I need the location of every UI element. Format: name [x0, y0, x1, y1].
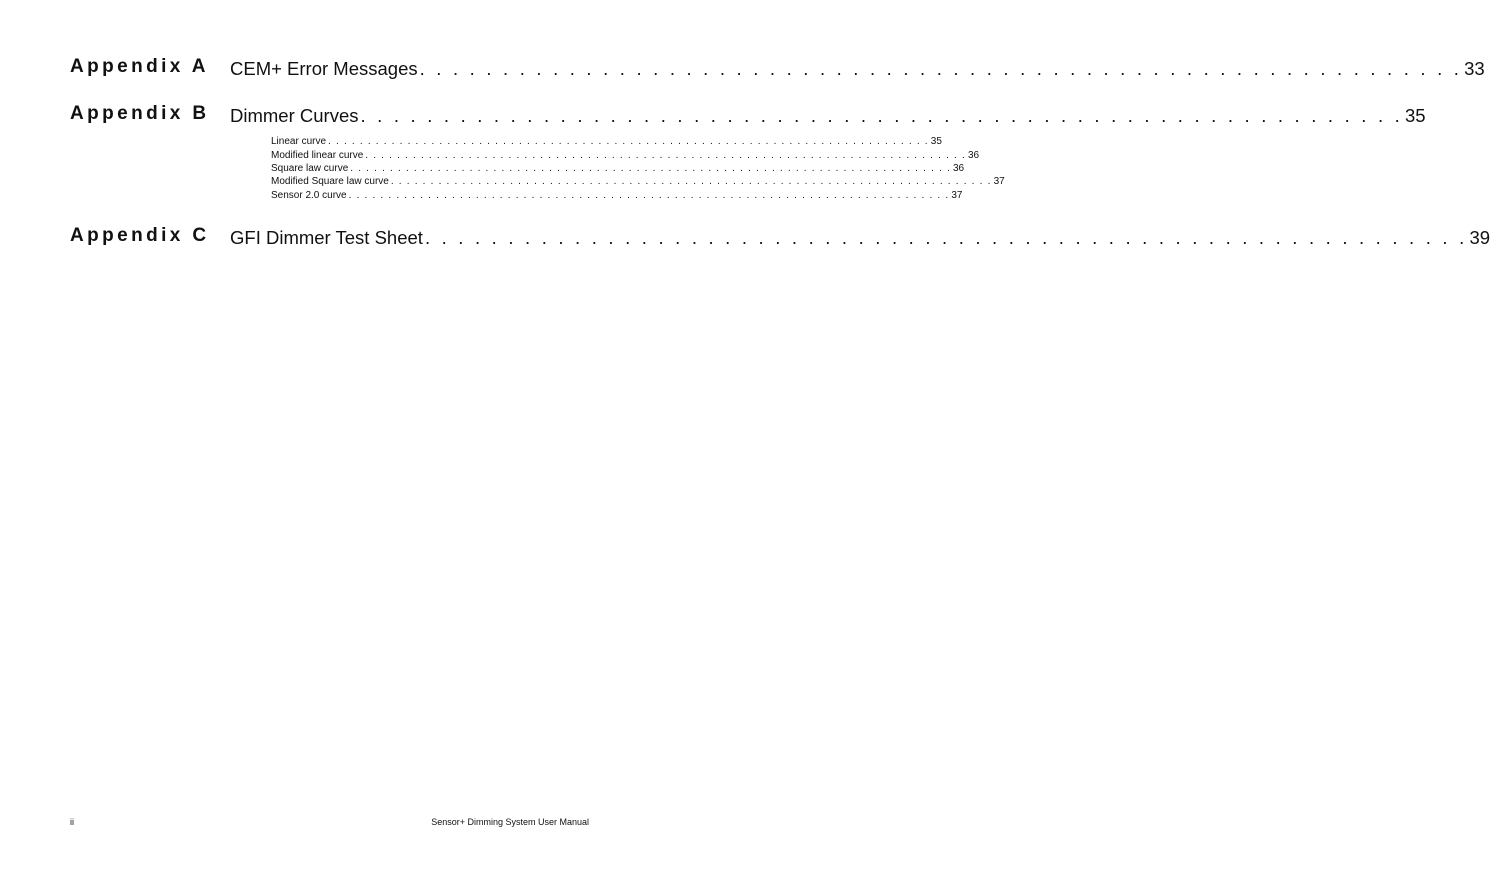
- toc-subentry-title: Modified Square law curve: [271, 176, 389, 187]
- toc-subentry-linear-curve[interactable]: [271, 136, 942, 147]
- toc-subentry-page: 35: [930, 136, 942, 147]
- toc-entry-page: 39: [1469, 227, 1490, 248]
- toc-entry-page: 33: [1464, 58, 1485, 79]
- toc-subentry-page: 37: [993, 176, 1005, 187]
- dot-leader: . . . . . . . . . . . . . . . . . . . . . . . . . . . . . . . . . . . . . . . . . . . . . . . . . . . . . . . . . . . . . . .: [424, 227, 1468, 248]
- toc-entry-title: Dimmer Curves: [230, 105, 359, 126]
- toc-entry-appendix-b[interactable]: [230, 105, 1426, 127]
- dot-leader: . . . . . . . . . . . . . . . . . . . . . . . . . . . . . . . . . . . . . . . . . . . . . . . . . . . . . . . . . . . . . . . . . . . . . . . . . . . .: [328, 136, 929, 147]
- footer-page-number: ii: [70, 817, 74, 827]
- toc-subentry-modified-square-law-curve[interactable]: [271, 176, 1005, 187]
- footer-manual-title: Sensor+ Dimming System User Manual: [431, 817, 589, 827]
- toc-subentry-modified-linear-curve[interactable]: [271, 150, 980, 161]
- toc-entry-appendix-c[interactable]: [230, 227, 1490, 249]
- toc-subentry-title: Modified linear curve: [271, 150, 364, 161]
- toc-entry-page: 35: [1404, 105, 1426, 126]
- toc-entry-title: GFI Dimmer Test Sheet: [230, 227, 423, 248]
- toc-subentry-title: Square law curve: [271, 163, 349, 174]
- dot-leader: . . . . . . . . . . . . . . . . . . . . . . . . . . . . . . . . . . . . . . . . . . . . . . . . . . . . . . . . . . . . . . . . . . . . . . . . . . . .: [348, 190, 950, 201]
- dot-leader: . . . . . . . . . . . . . . . . . . . . . . . . . . . . . . . . . . . . . . . . . . . . . . . . . . . . . . . . . . . . . . . . . . . . . . . . . . . .: [365, 150, 966, 161]
- dot-leader: . . . . . . . . . . . . . . . . . . . . . . . . . . . . . . . . . . . . . . . . . . . . . . . . . . . . . . . . . . . . . . . . . . . . . . . . . . . .: [350, 163, 951, 174]
- toc-subentry-square-law-curve[interactable]: [271, 163, 965, 174]
- appendix-a-label: Appendix A: [70, 56, 209, 77]
- toc-subentry-title: Sensor 2.0 curve: [271, 190, 347, 201]
- dot-leader: . . . . . . . . . . . . . . . . . . . . . . . . . . . . . . . . . . . . . . . . . . . . . . . . . . . . . . . . . . . . . . .: [419, 58, 1463, 79]
- toc-subentry-sensor-2-curve[interactable]: [271, 190, 963, 201]
- toc-subentry-page: 36: [968, 150, 980, 161]
- appendix-b-label: Appendix B: [70, 103, 210, 124]
- toc-subentry-title: Linear curve: [271, 136, 327, 147]
- dot-leader: . . . . . . . . . . . . . . . . . . . . . . . . . . . . . . . . . . . . . . . . . . . . . . . . . . . . . . . . . . . . . . .: [360, 105, 1403, 126]
- toc-subentry-page: 37: [951, 190, 963, 201]
- toc-entry-appendix-a[interactable]: [230, 58, 1485, 80]
- dot-leader: . . . . . . . . . . . . . . . . . . . . . . . . . . . . . . . . . . . . . . . . . . . . . . . . . . . . . . . . . . . . . . . . . . . . . . . . . . . .: [390, 176, 992, 187]
- toc-subentry-page: 36: [953, 163, 965, 174]
- toc-entry-title: CEM+ Error Messages: [230, 58, 418, 79]
- appendix-c-label: Appendix C: [70, 225, 210, 246]
